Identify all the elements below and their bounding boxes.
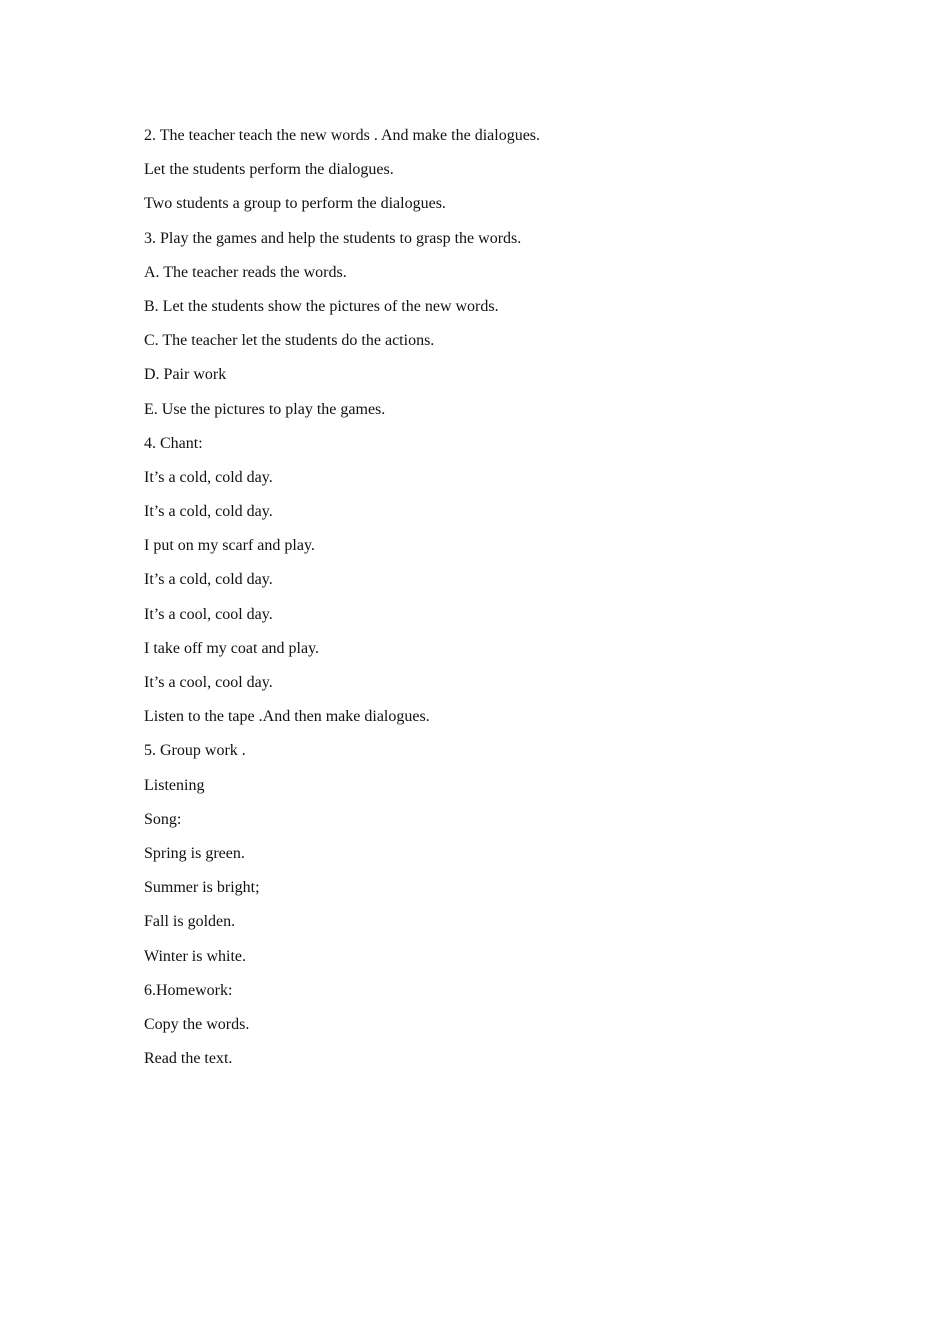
chant-line: I put on my scarf and play. (144, 537, 315, 555)
list-item-b: B. Let the students show the pictures of the new words. (144, 297, 499, 315)
chant-line: It’s a cold, cold day. (144, 468, 273, 486)
list-item-e: E. Use the pictures to play the games. (144, 400, 386, 418)
homework-item: Copy the words. (144, 1015, 250, 1033)
step-5-heading: 5. Group work . (144, 742, 246, 760)
list-item-d: D. Pair work (144, 366, 227, 384)
text-line: Let the students perform the dialogues. (144, 161, 394, 179)
text-line: Two students a group to perform the dialogues. (144, 195, 446, 213)
document-body (144, 125, 844, 1082)
step-3-heading: 3. Play the games and help the students to grasp the words. (144, 229, 522, 247)
step-4-heading: 4. Chant: (144, 434, 203, 452)
list-item-a: A. The teacher reads the words. (144, 263, 347, 281)
song-line: Summer is bright; (144, 879, 260, 897)
chant-line: It’s a cool, cool day. (144, 605, 273, 623)
list-item-c: C. The teacher let the students do the actions. (144, 332, 435, 350)
song-line: Spring is green. (144, 844, 245, 862)
step-6-heading: 6.Homework: (144, 981, 233, 999)
song-heading: Song: (144, 810, 182, 828)
chant-line: It’s a cool, cool day. (144, 674, 273, 691)
chant-line: I take off my coat and play. (144, 639, 320, 657)
chant-line: It’s a cold, cold day. (144, 503, 273, 521)
text-line: Listen to the tape .And then make dialogues. (144, 708, 430, 726)
song-line: Winter is white. (144, 947, 246, 965)
homework-item: Read the text. (144, 1050, 233, 1068)
step-2-heading: 2. The teacher teach the new words . And make the dialogues. (144, 127, 541, 144)
chant-line: It’s a cold, cold day. (144, 571, 273, 589)
song-line: Fall is golden. (144, 913, 236, 931)
text-line: Listening (144, 776, 205, 794)
